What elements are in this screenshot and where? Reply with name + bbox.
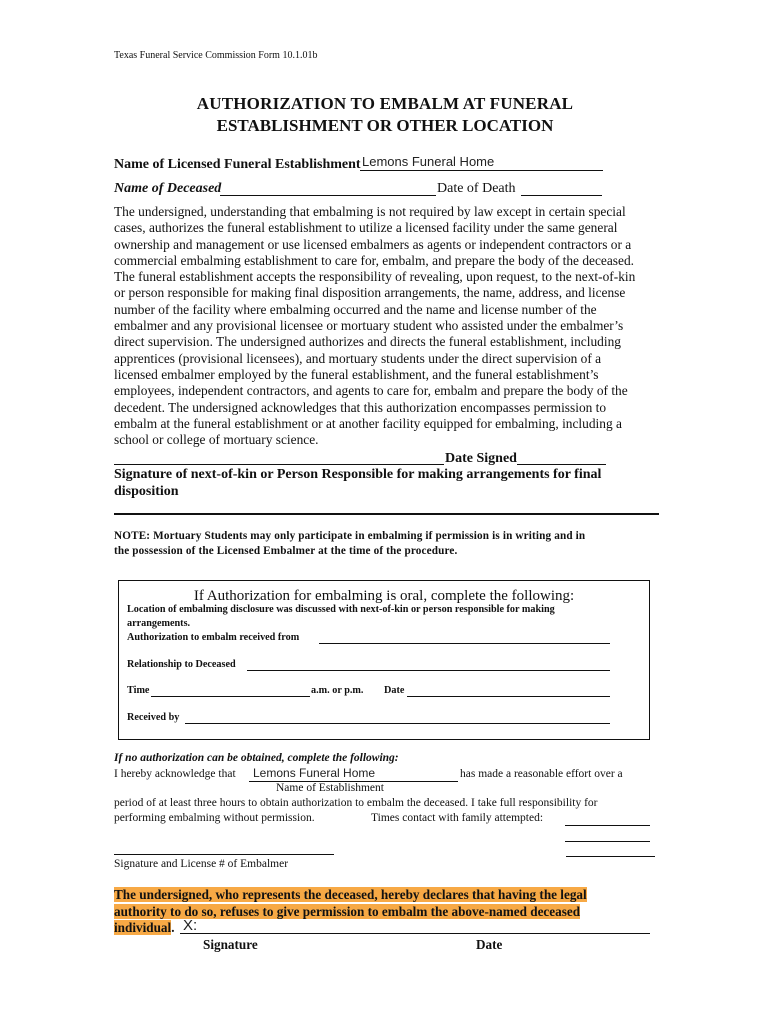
ack-suffix: has made a reasonable effort over a <box>460 768 623 780</box>
signature-caption-1: Signature of next-of-kin or Person Responsible for making arrangements for final <box>114 467 602 482</box>
times-contact-field-2[interactable] <box>565 841 650 842</box>
deceased-field[interactable] <box>220 195 436 196</box>
signature-caption-2: disposition <box>114 484 179 499</box>
oral-date-label: Date <box>384 685 405 696</box>
oral-box-heading: If Authorization for embalming is oral, complete the following: <box>193 588 575 604</box>
embalmer-signature-field[interactable] <box>114 854 334 855</box>
received-from-field[interactable] <box>319 643 610 644</box>
note-line-1: NOTE: Mortuary Students may only participate in embalming if permission is in writing and in <box>114 530 586 542</box>
times-contact-field-1[interactable] <box>565 825 650 826</box>
refusal-text-1: The undersigned, who represents the deceased, hereby declares that having the legal <box>114 887 587 902</box>
divider <box>114 513 659 515</box>
body-line: The undersigned, understanding that embalming is not required by law except in certain special <box>114 204 626 219</box>
body-line: ownership and management or use licensed embalmers as agents or independent contractors or a <box>114 236 632 252</box>
no-auth-line-3: performing embalming without permission. <box>114 812 315 824</box>
time-field[interactable] <box>151 696 310 697</box>
date-signed-field[interactable] <box>517 464 606 465</box>
title-line-2: ESTABLISHMENT OR OTHER LOCATION <box>216 116 554 135</box>
refusal-date-label: Date <box>476 937 503 952</box>
refusal-text-2: authority to do so, refuses to give permission to embalm the above-named deceased <box>114 904 581 919</box>
date-of-death-field[interactable] <box>521 195 602 196</box>
ack-establishment-value[interactable]: Lemons Funeral Home <box>253 766 376 780</box>
times-contact-label: Times contact with family attempted: <box>371 812 544 824</box>
body-line: decedent. The undersigned acknowledges that this authorization encompasses permission to <box>114 399 607 415</box>
body-line: The funeral establishment accepts the responsibility of revealing, upon request, to the next-of-kin <box>114 269 636 285</box>
body-line: employees, independent contractors, and agents to care for, embalm and prepare the body of the <box>114 383 628 399</box>
ack-prefix: I hereby acknowledge that <box>114 768 236 780</box>
body-line: embalm at the funeral establishment or at another facility equipped for embalming, including a <box>114 415 622 431</box>
establishment-value[interactable]: Lemons Funeral Home <box>362 154 495 169</box>
relationship-label: Relationship to Deceased <box>127 659 236 670</box>
next-of-kin-signature-field[interactable] <box>114 464 444 465</box>
no-auth-line-2: period of at least three hours to obtain authorization to embalm the deceased. I take full responsibility for <box>114 797 598 809</box>
location-text-2: arrangements. <box>127 618 191 629</box>
refusal-signature-label: Signature <box>203 937 258 952</box>
body-line: or person responsible for making final disposition arrangements, the name, address, and license <box>114 285 626 301</box>
establishment-field[interactable] <box>360 170 603 171</box>
oral-date-field[interactable] <box>407 696 610 697</box>
establishment-label: Name of Licensed Funeral Establishment <box>114 157 361 172</box>
deceased-label: Name of Deceased <box>114 181 222 196</box>
body-line: cases, authorizes the funeral establishment to utilize a licensed facility under the same general <box>114 220 618 236</box>
time-label: Time <box>127 685 150 696</box>
name-of-establishment-caption: Name of Establishment <box>276 782 384 794</box>
date-signed-label: Date Signed <box>445 451 517 466</box>
refusal-signature-field[interactable] <box>180 933 650 934</box>
body-line: apprentices (provisional licensees), and mortuary students under the direct supervision of a <box>114 350 602 366</box>
body-line: direct supervision. The undersigned authorizes and directs the funeral establishment, including <box>114 334 621 350</box>
note-line-2: the possession of the Licensed Embalmer at the time of the procedure. <box>114 545 458 557</box>
no-auth-heading: If no authorization can be obtained, complete the following: <box>114 752 399 764</box>
body-line: commercial embalming establishment to care for, embalm, and prepare the body of the deceased. <box>114 252 635 268</box>
form-id: Texas Funeral Service Commission Form 10.1.01b <box>114 50 318 61</box>
refusal-line-3: individual. <box>114 920 175 935</box>
title-line-1: AUTHORIZATION TO EMBALM AT FUNERAL <box>196 94 574 113</box>
times-contact-field-3[interactable] <box>566 856 655 857</box>
body-line: embalmer and any provisional licensee or mortuary student who assisted under the embalmer’s <box>114 318 624 334</box>
date-of-death-label: Date of Death <box>437 181 516 196</box>
received-by-field[interactable] <box>185 723 610 724</box>
body-line: number of the facility where embalming occurred and the name and license number of the <box>114 301 597 317</box>
refusal-text-3: individual <box>114 920 172 935</box>
refusal-line-1 <box>114 887 587 903</box>
ampm-label: a.m. or p.m. <box>311 685 364 696</box>
received-from-label: Authorization to embalm received from <box>127 632 300 643</box>
body-line: school or college of mortuary science. <box>114 432 319 448</box>
x-mark: X: <box>183 917 198 934</box>
body-line: licensed embalmer employed by the funeral establishment, and the funeral establishment’s <box>114 366 599 382</box>
location-text-1: Location of embalming disclosure was discussed with next-of-kin or person responsible for making <box>127 604 555 615</box>
received-by-label: Received by <box>127 712 180 723</box>
authorization-paragraph <box>114 204 644 448</box>
embalmer-signature-label: Signature and License # of Embalmer <box>114 858 289 870</box>
relationship-field[interactable] <box>247 670 610 671</box>
